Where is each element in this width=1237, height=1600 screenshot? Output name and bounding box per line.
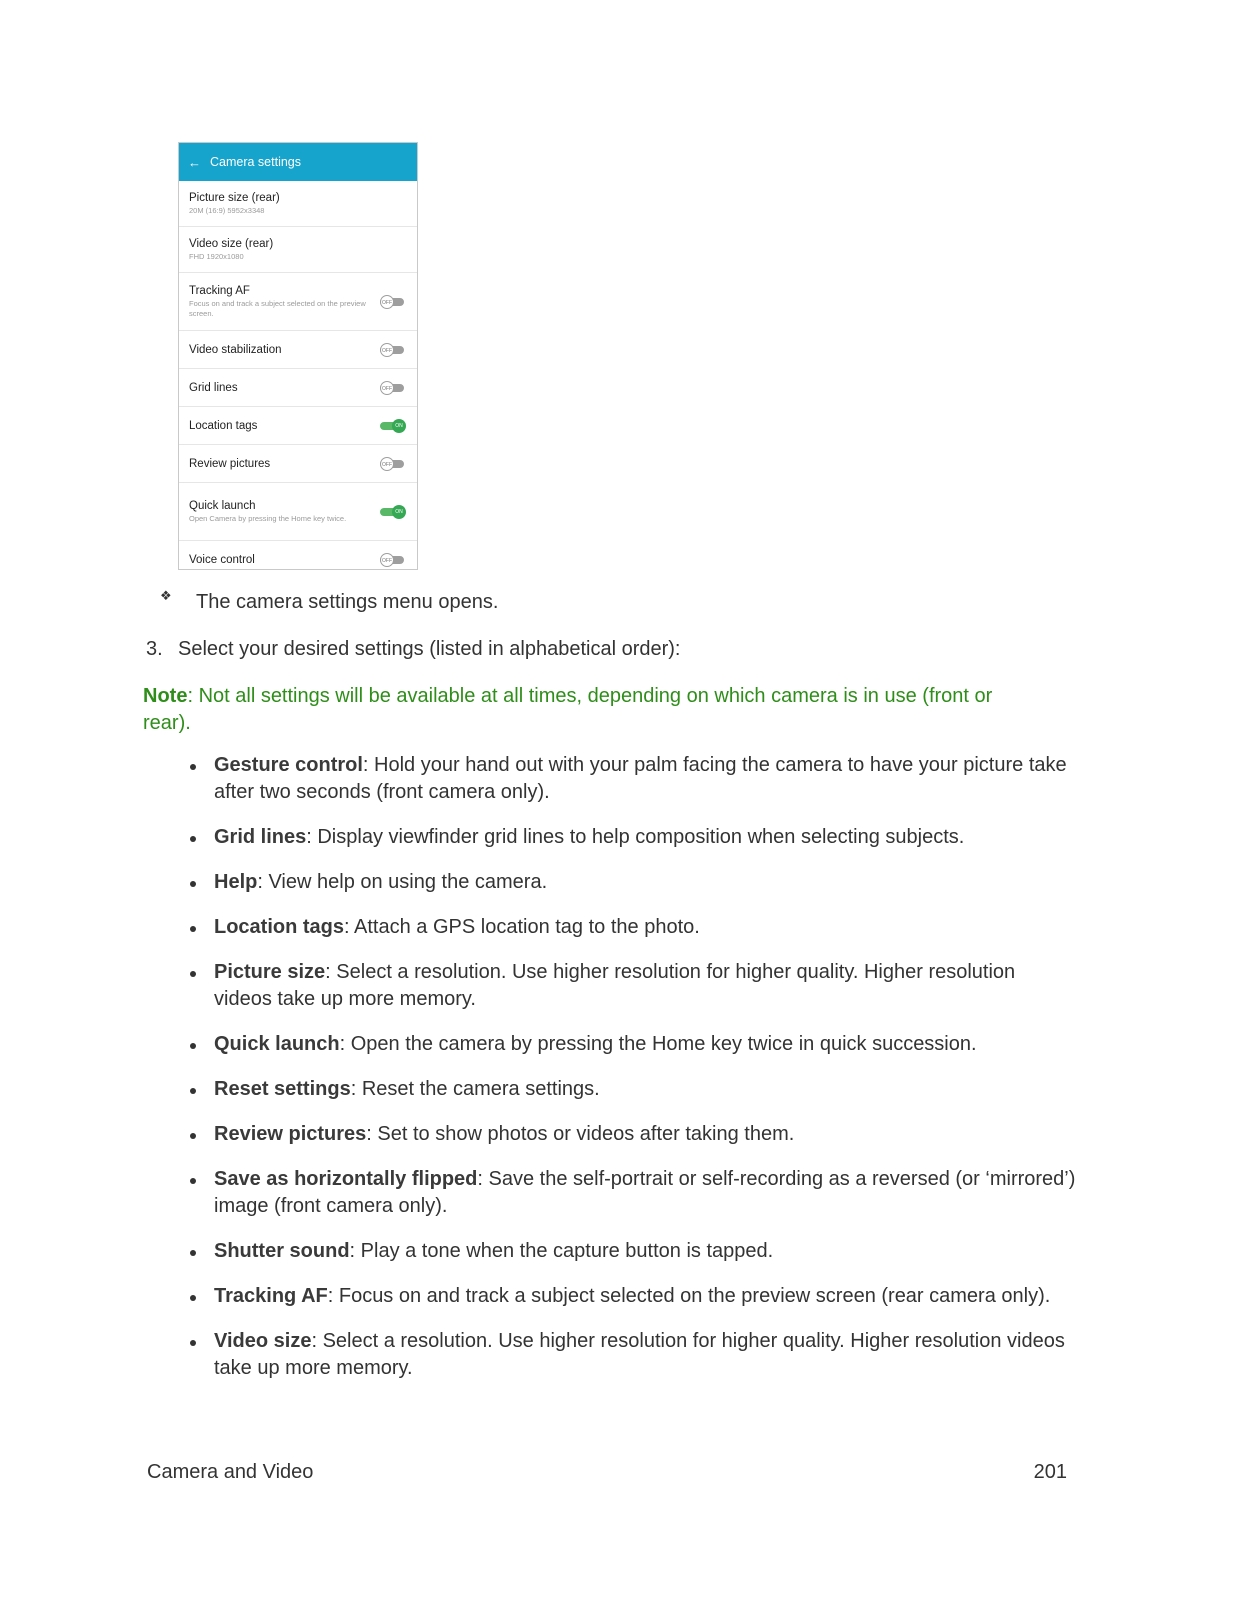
list-item-description: : Save the self-portrait or self-recording as a reversed (or ‘mirrored’) image (front camera only). (214, 1168, 1076, 1217)
toggle-switch[interactable] (380, 381, 406, 395)
toggle-knob: OFF (380, 381, 394, 395)
toggle-switch[interactable] (380, 419, 406, 433)
footer-section: Camera and Video (147, 1461, 314, 1483)
screenshot-title: Camera settings (210, 155, 302, 169)
step-number: 3. (146, 638, 163, 660)
bullet-dot-icon (190, 1178, 196, 1184)
list-item-description: : Focus on and track a subject selected on the preview screen (rear camera only). (327, 1285, 1051, 1307)
list-item-term: Tracking AF (214, 1285, 328, 1307)
toggle-knob: ON (392, 505, 406, 519)
settings-row[interactable] (179, 483, 417, 541)
list-item-description: : Select a resolution. Use higher resolution for higher quality. Higher resolution videos take up more memory. (214, 1330, 1065, 1379)
bullet-dot-icon (190, 764, 196, 770)
toggle-knob: OFF (380, 343, 394, 357)
list-item-description: : Set to show photos or videos after taking them. (366, 1123, 795, 1145)
toggle-knob: OFF (380, 553, 394, 567)
list-item-term: Review pictures (214, 1123, 367, 1145)
settings-row-subtitle: Open Camera by pressing the Home key twice. (189, 514, 347, 523)
toggle-knob: ON (392, 419, 406, 433)
settings-row-title: Tracking AF (189, 285, 250, 297)
toggle-switch[interactable] (380, 505, 406, 519)
list-item-term: Shutter sound (214, 1240, 350, 1262)
toggle-switch[interactable] (380, 343, 406, 357)
list-item (186, 1166, 1076, 1220)
list-item (186, 869, 1076, 896)
settings-row-title: Video stabilization (189, 343, 282, 356)
settings-row[interactable] (179, 331, 417, 369)
toggle-switch[interactable] (380, 553, 406, 567)
settings-list (186, 752, 1076, 1400)
list-item-term: Save as horizontally flipped (214, 1168, 478, 1190)
toggle-switch[interactable] (380, 295, 406, 309)
settings-row[interactable] (179, 273, 417, 331)
list-item (186, 1283, 1076, 1310)
note-label: Note (143, 685, 188, 707)
list-item-description: : Attach a GPS location tag to the photo. (344, 916, 700, 938)
settings-row-subtitle: 20M (16:9) 5952x3348 (189, 206, 265, 215)
list-item (186, 1031, 1076, 1058)
result-text: The camera settings menu opens. (196, 591, 499, 613)
list-item (186, 1238, 1076, 1265)
bullet-dot-icon (190, 1340, 196, 1346)
diamond-bullet-icon: ❖ (160, 588, 169, 603)
list-item (186, 1328, 1076, 1382)
list-item-description: : Select a resolution. Use higher resolution for higher quality. Higher resolution videos take up more memory. (214, 961, 1016, 1010)
bullet-dot-icon (190, 1088, 196, 1094)
list-item (186, 959, 1076, 1013)
settings-row[interactable] (179, 407, 417, 445)
settings-row[interactable] (179, 369, 417, 407)
settings-row-subtitle: FHD 1920x1080 (189, 252, 244, 261)
settings-row-title: Video size (rear) (189, 238, 274, 250)
list-item-description: : Open the camera by pressing the Home key twice in quick succession. (339, 1033, 977, 1055)
camera-settings-screenshot (178, 142, 418, 570)
list-item-term: Location tags (214, 916, 345, 938)
settings-row-title: Picture size (rear) (189, 192, 280, 204)
settings-row[interactable] (179, 181, 417, 227)
bullet-dot-icon (190, 926, 196, 932)
settings-row-subtitle: Focus on and track a subject selected on the preview screen. (189, 299, 366, 318)
note-text: : Not all settings will be available at all times, depending on which camera is in use (front or rear). (143, 685, 993, 734)
bullet-dot-icon (190, 1250, 196, 1256)
settings-row-title: Review pictures (189, 457, 271, 470)
bullet-dot-icon (190, 836, 196, 842)
list-item-description: : Play a tone when the capture button is tapped. (349, 1240, 774, 1262)
list-item-description: : Display viewfinder grid lines to help composition when selecting subjects. (306, 826, 965, 848)
list-item-description: : View help on using the camera. (257, 871, 548, 893)
list-item-description: : Hold your hand out with your palm facing the camera to have your picture take after two seconds (front camera only). (214, 754, 1067, 803)
list-item (186, 914, 1076, 941)
note (143, 683, 1043, 737)
list-item (186, 752, 1076, 806)
settings-row[interactable] (179, 541, 417, 570)
screenshot-header (179, 143, 417, 181)
bullet-dot-icon (190, 881, 196, 887)
settings-row-title: Grid lines (189, 381, 238, 394)
step-3 (146, 638, 680, 661)
step-text: Select your desired settings (listed in alphabetical order): (178, 638, 681, 660)
toggle-knob: OFF (380, 457, 394, 471)
settings-row-title: Quick launch (189, 500, 256, 512)
list-item-term: Grid lines (214, 826, 307, 848)
settings-row[interactable] (179, 445, 417, 483)
result-line (160, 588, 499, 614)
page-number: 201 (1033, 1461, 1067, 1483)
list-item-term: Picture size (214, 961, 326, 983)
list-item-term: Reset settings (214, 1078, 351, 1100)
settings-row-title: Location tags (189, 419, 258, 432)
settings-row-title: Voice control (189, 554, 255, 566)
list-item-description: : Reset the camera settings. (350, 1078, 600, 1100)
bullet-dot-icon (190, 1295, 196, 1301)
list-item-term: Quick launch (214, 1033, 340, 1055)
back-arrow-icon: ← (188, 154, 201, 170)
list-item-term: Help (214, 871, 258, 893)
list-item (186, 1121, 1076, 1148)
settings-row[interactable] (179, 227, 417, 273)
bullet-dot-icon (190, 1043, 196, 1049)
toggle-switch[interactable] (380, 457, 406, 471)
list-item (186, 824, 1076, 851)
bullet-dot-icon (190, 971, 196, 977)
list-item-term: Video size (214, 1330, 312, 1352)
list-item (186, 1076, 1076, 1103)
toggle-knob: OFF (380, 295, 394, 309)
list-item-term: Gesture control (214, 754, 363, 776)
bullet-dot-icon (190, 1133, 196, 1139)
